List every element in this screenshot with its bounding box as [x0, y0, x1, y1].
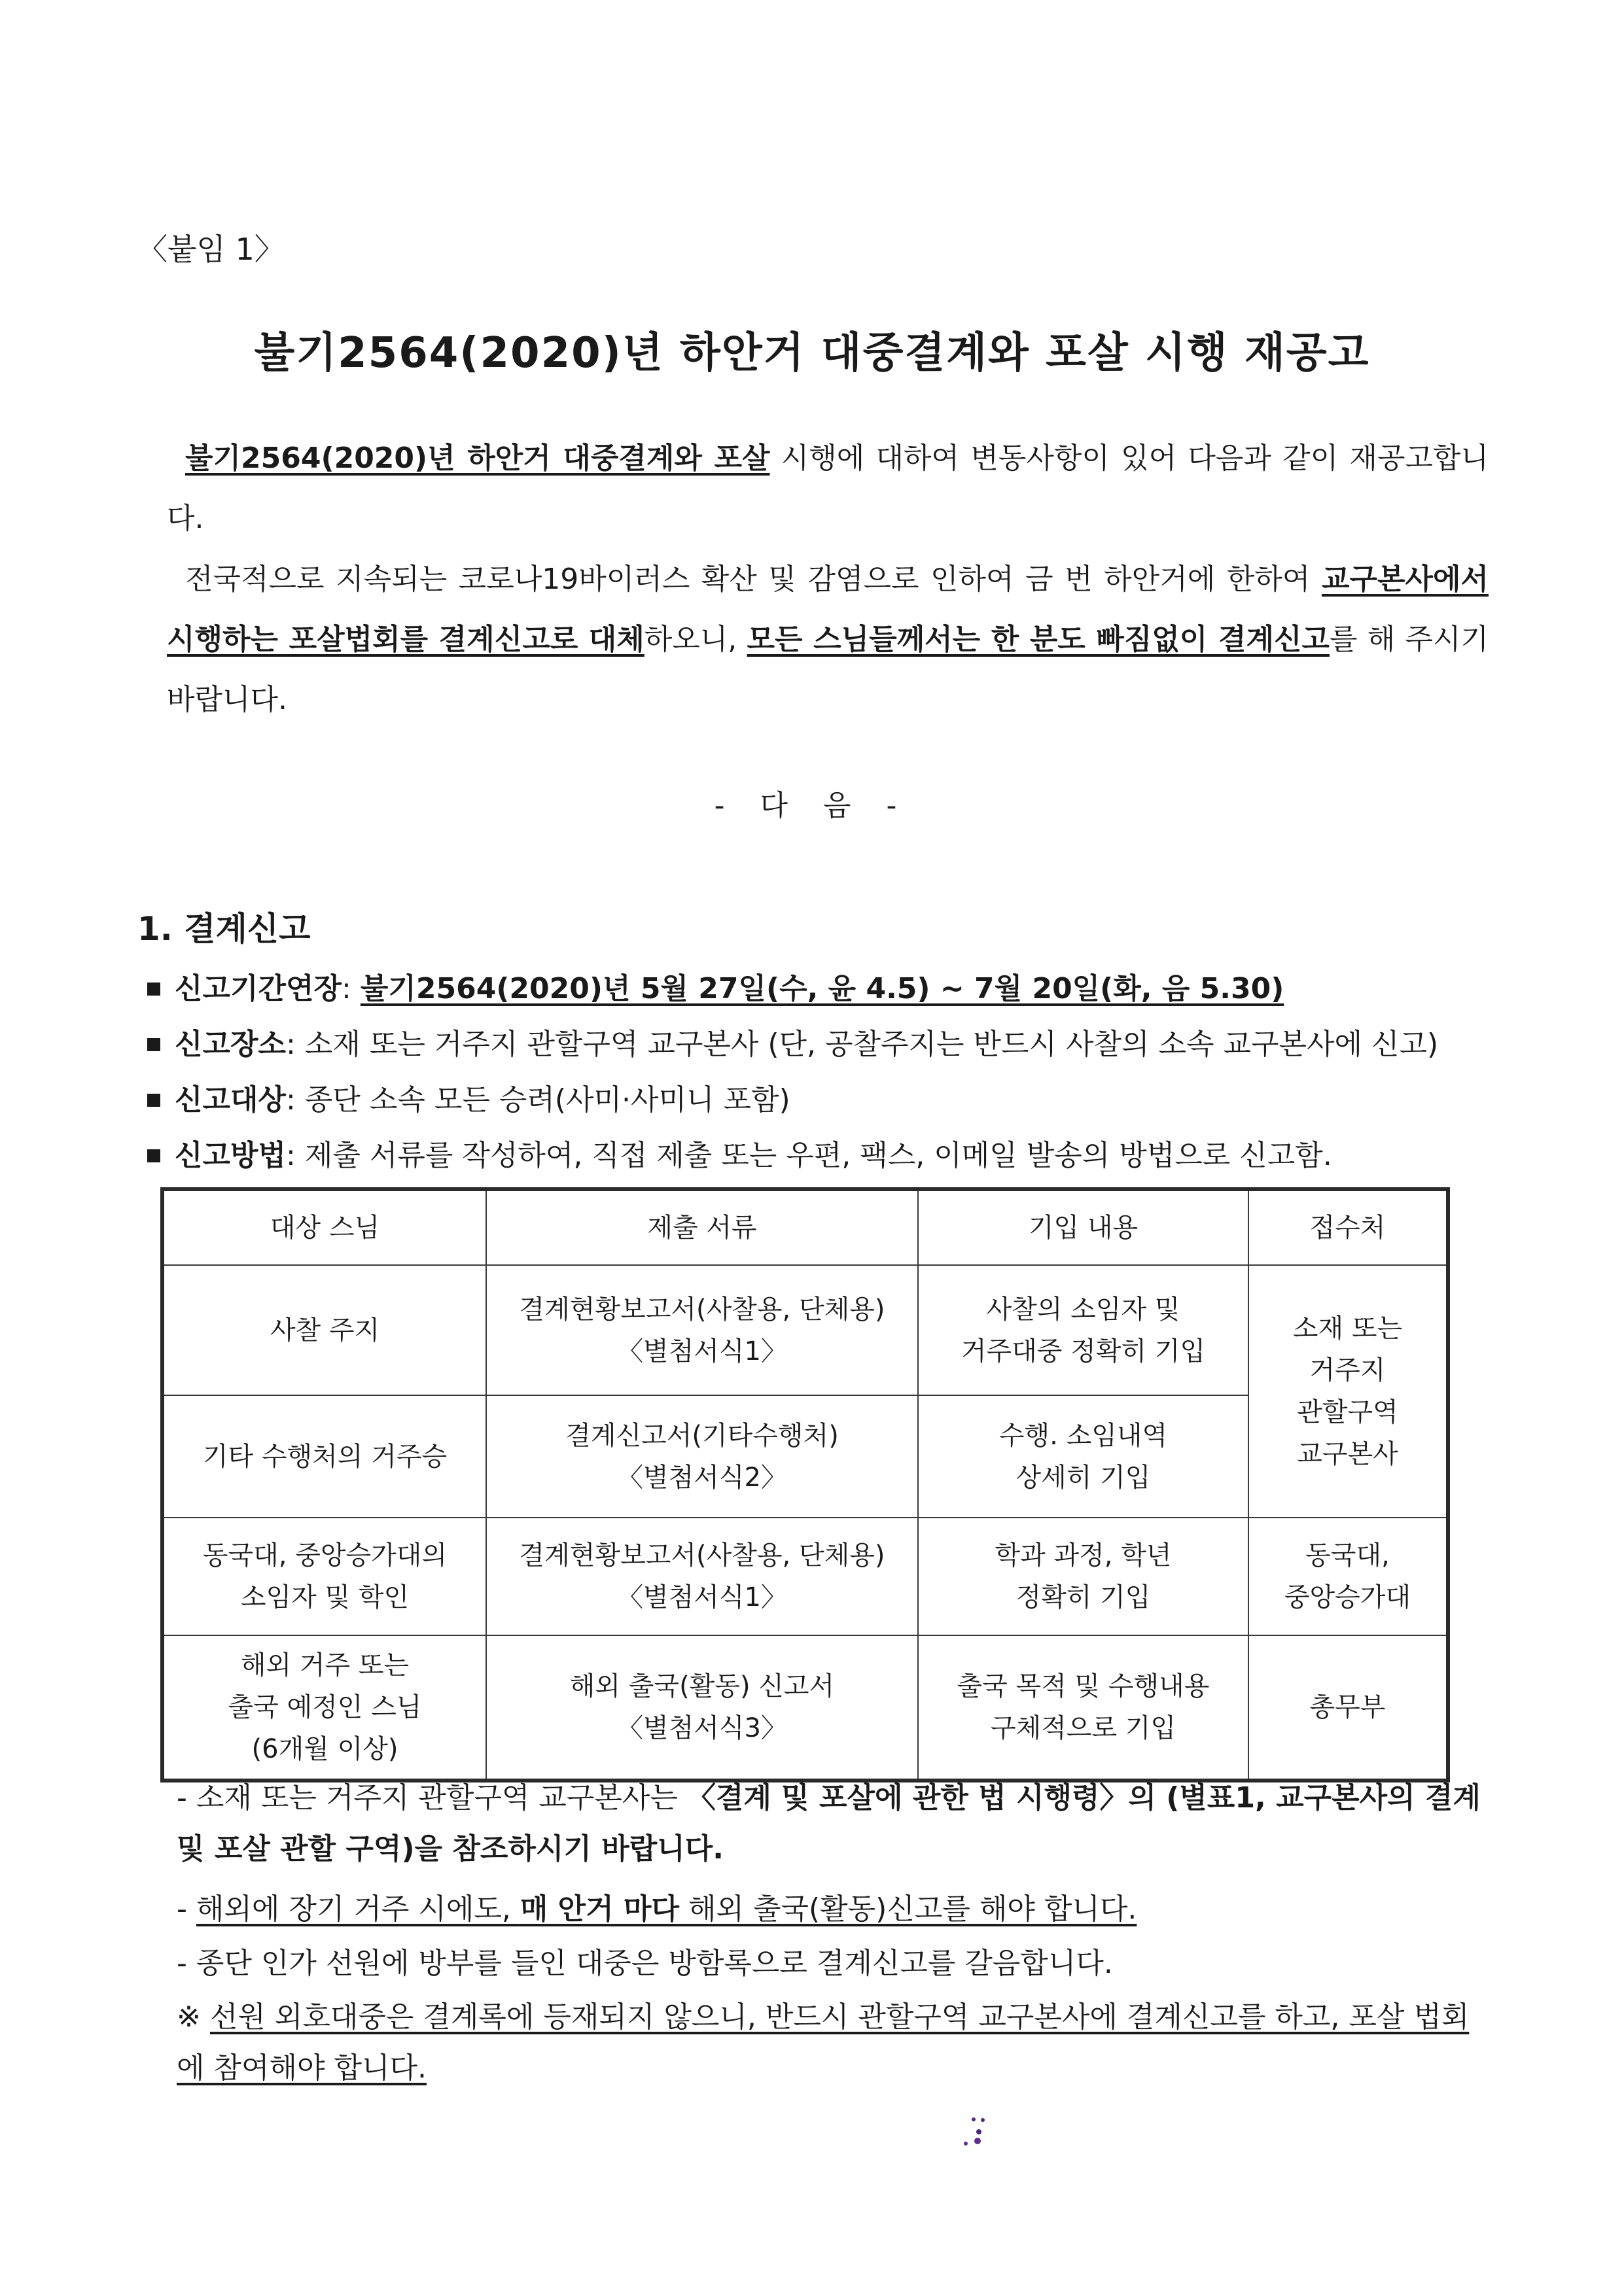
bullet-square-icon [147, 983, 160, 996]
table-cell-office [1248, 1518, 1448, 1635]
bullet-label: 신고장소 [175, 1028, 287, 1061]
bullet-text: 소재 또는 거주지 관할구역 교구본사 (단, 공찰주지는 반드시 사찰의 소속 교구본사에 신고) [304, 1028, 1439, 1061]
table-cell-docs [486, 1518, 918, 1635]
table-cell-docs [486, 1395, 918, 1518]
note-underlined: 선원 외호대중은 결계록에 등재되지 않으니, 반드시 관할구역 교구본사에 결계신고를 하고, 포살 법회에 참여해야 합니다. [177, 2000, 1470, 2085]
note-emphasis: 매 안거 마다 [520, 1892, 680, 1926]
table-row [162, 1635, 1448, 1781]
bullet-text: 불기2564(2020)년 5월 27일(수, 윤 4.5) ~ 7월 20일(화, 음 5.30) [360, 972, 1284, 1005]
table-cell-office: 총무부 [1248, 1635, 1448, 1781]
notice-heading: - 다 음 - [714, 789, 910, 822]
cell-line: (6개월 이상) [251, 1734, 398, 1764]
table-header-cell: 기입 내용 [918, 1189, 1248, 1265]
document-title: 불기2564(2020)년 하안거 대중결계와 포살 시행 재공고 [254, 329, 1370, 377]
cell-line: 중앙승가대 [1284, 1582, 1411, 1612]
cell-line: 정확히 기입 [1015, 1582, 1151, 1612]
cell-line: 결계신고서(기타수행처) [565, 1420, 839, 1451]
bullet-method [147, 1132, 1332, 1174]
intro-p1-text: 시행에 대하여 변동사항이 있어 다음과 같이 재공고합니다. [167, 442, 1489, 535]
note-overseas [177, 1884, 1485, 1935]
table-header-row [162, 1189, 1448, 1265]
bullet-text: 종단 소속 모든 승려(사미·사미니 포함) [304, 1083, 790, 1117]
note-emphasis: 〈결계 및 포살에 관한 법 시행령〉의 (별표1, 교구본사의 결계 및 포살 관할 구역)을 참조하시기 바랍니다. [177, 1781, 1481, 1866]
cell-line: 수행. 소임내역 [998, 1420, 1168, 1451]
table-cell-docs [486, 1635, 918, 1781]
ink-speck-mark [962, 2116, 1001, 2149]
cell-line: 해외 거주 또는 [240, 1650, 410, 1680]
table-row [162, 1518, 1448, 1635]
intro-p1-emphasis: 불기2564(2020)년 하안거 대중결계와 포살 [185, 442, 770, 475]
table-cell-target: 사찰 주지 [162, 1265, 486, 1395]
cell-line: 상세히 기입 [1015, 1462, 1151, 1493]
table-cell-content [918, 1395, 1248, 1518]
intro-p2-emphasis-1: 교구본사에서 시행하는 포살법회를 결계신고로 대체 [167, 563, 1489, 656]
cell-line: 동국대, [1305, 1540, 1390, 1571]
cell-line: 교구본사 [1297, 1439, 1398, 1469]
table-cell-content [918, 1635, 1248, 1781]
cell-line: 구체적으로 기입 [990, 1713, 1176, 1743]
cell-line: 소임자 및 학인 [240, 1582, 410, 1612]
section-heading: 1. 결계신고 [137, 910, 311, 948]
bullet-period [147, 965, 1284, 1007]
submission-table [160, 1187, 1450, 1783]
cell-line: 출국 예정인 스님 [228, 1692, 422, 1722]
cell-line: 결계현황보고서(사찰용, 단체용) [519, 1540, 885, 1571]
bullet-text: 제출 서류를 작성하여, 직접 제출 또는 우편, 팩스, 이메일 발송의 방법으로 신고함. [304, 1139, 1332, 1172]
note-dash: - [177, 1892, 196, 1926]
note-underlined: 해외에 장기 거주 시에도, [196, 1892, 520, 1926]
table-header-cell: 접수처 [1248, 1189, 1448, 1265]
intro-p2-mid: 하오니, [644, 623, 747, 656]
cell-line: 소재 또는 [1292, 1313, 1403, 1344]
bullet-place [147, 1020, 1438, 1062]
table-cell-target [162, 1518, 486, 1635]
intro-paragraph-1 [167, 428, 1489, 549]
cell-line: 사찰의 소임자 및 [986, 1294, 1180, 1325]
bullet-square-icon [147, 1149, 160, 1162]
table-header-cell: 제출 서류 [486, 1189, 918, 1265]
cell-line: 동국대, 중앙승가대의 [202, 1540, 448, 1571]
note-reference-mark [177, 1992, 1485, 2094]
bullet-label: 신고대상 [175, 1083, 287, 1117]
bullet-label: 신고방법 [175, 1139, 287, 1172]
intro-p2-emphasis-2: 모든 스님들께서는 한 분도 빠짐없이 결계신고 [747, 623, 1330, 656]
intro-paragraph-2 [167, 549, 1489, 730]
note-text: - 소재 또는 거주지 관할구역 교구본사는 [177, 1781, 687, 1815]
bullet-sep: : [286, 1083, 305, 1117]
reference-mark-icon: ※ [177, 2000, 210, 2034]
bullet-sep: : [286, 1028, 305, 1061]
table-row [162, 1265, 1448, 1395]
intro-p2-end: 를 해 주시기 바랍니다. [167, 623, 1489, 716]
cell-line: 거주대중 정확히 기입 [961, 1336, 1206, 1366]
table-cell-office-merged [1248, 1265, 1448, 1518]
bullet-square-icon [147, 1094, 160, 1107]
cell-line: 〈별첨서식1〉 [616, 1336, 787, 1366]
cell-line: 해외 출국(활동) 신고서 [569, 1671, 835, 1701]
cell-line: 거주지 [1309, 1355, 1386, 1385]
intro-p2-start: 전국적으로 지속되는 코로나19바이러스 확산 및 감염으로 인하여 금 번 하안거에 한하여 [185, 563, 1322, 596]
bullet-target [147, 1076, 790, 1118]
table-cell-target [162, 1635, 486, 1781]
table-cell-target: 기타 수행처의 거주승 [162, 1395, 486, 1518]
bullet-sep: : [342, 972, 361, 1005]
cell-line: 〈별첨서식1〉 [616, 1582, 787, 1612]
bullet-sep: : [286, 1139, 305, 1172]
bullet-label: 신고기간연장 [175, 972, 342, 1005]
note-underlined: 해외 출국(활동)신고를 해야 합니다. [679, 1892, 1137, 1926]
table-cell-content [918, 1518, 1248, 1635]
table-header-cell: 대상 스님 [162, 1189, 486, 1265]
table-cell-docs [486, 1265, 918, 1395]
cell-line: 출국 목적 및 수행내용 [957, 1671, 1210, 1701]
bullet-square-icon [147, 1038, 160, 1051]
cell-line: 학과 과정, 학년 [995, 1540, 1172, 1571]
table-cell-content [918, 1265, 1248, 1395]
cell-line: 관할구역 [1297, 1397, 1398, 1427]
cell-line: 결계현황보고서(사찰용, 단체용) [519, 1294, 885, 1325]
attachment-label: 〈붙임 1〉 [137, 232, 285, 267]
note-seonwon: - 종단 인가 선원에 방부를 들인 대중은 방함록으로 결계신고를 갈음합니다. [177, 1947, 1113, 1980]
cell-line: 〈별첨서식3〉 [616, 1713, 787, 1743]
cell-line: 〈별첨서식2〉 [616, 1462, 787, 1493]
note-jurisdiction [177, 1773, 1485, 1875]
